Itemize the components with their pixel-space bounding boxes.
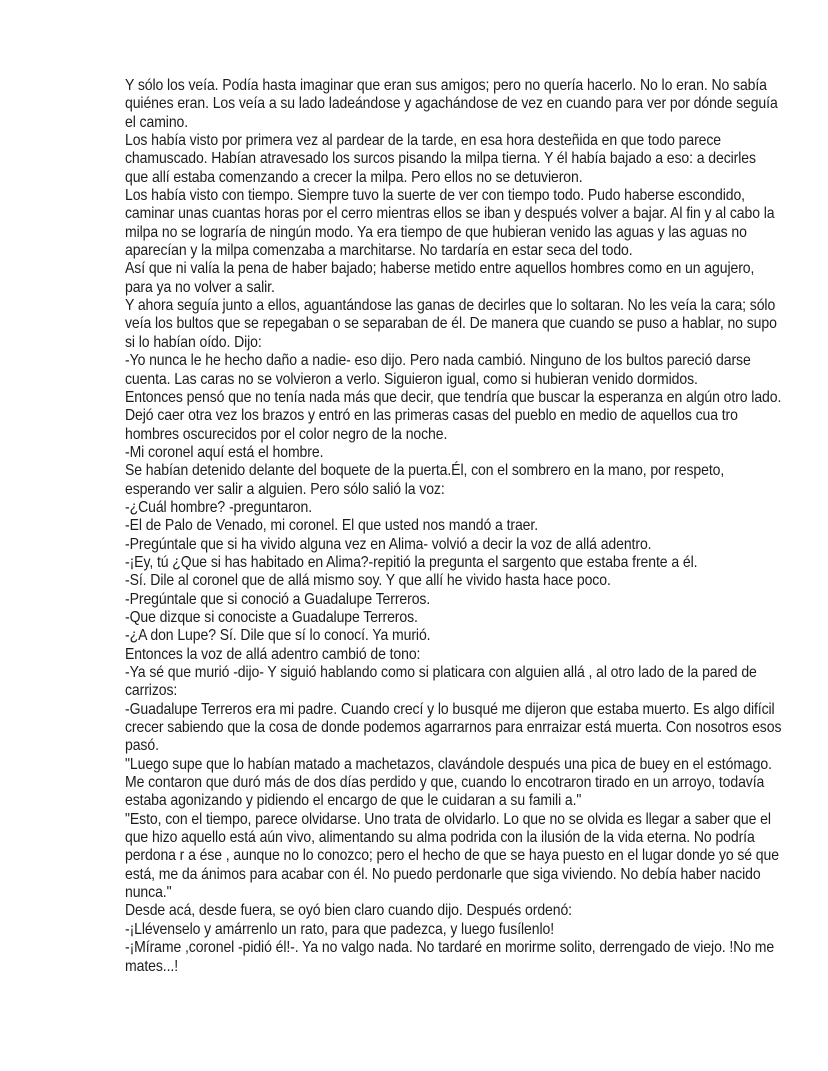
paragraph: Así que ni valía la pena de haber bajado; haberse metido entre aquellos hombres como en un agujero, para ya no volver a salir. <box>125 260 755 296</box>
paragraph: Desde acá, desde fuera, se oyó bien claro cuando dijo. Después ordenó: <box>125 902 573 920</box>
paragraph: Los había visto por primera vez al pardear de la tarde, en esa hora desteñida en que todo parece chamuscado. Habían atravesado los surcos pisando la milpa tierna. Y él había bajado a eso: a decirles que allí estaba comenzando a crecer la milpa. Pero ellos no se detuvieron. <box>125 132 756 186</box>
paragraph: -Que dizque si conociste a Guadalupe Terreros. <box>125 608 418 626</box>
paragraph: -Pregúntale que si conoció a Guadalupe Terreros. <box>125 590 431 608</box>
paragraph: "Luego supe que lo habían matado a machetazos, clavándole después una pica de buey en el estómago. Me contaron que duró más de dos días perdido y que, cuando lo encotraron tirado en un arroyo, todavía estaba agonizando y pidiendo el encargo de que le cuidaran a su famili a." <box>125 755 772 810</box>
paragraph: -Yo nunca le he hecho daño a nadie- eso dijo. Pero nada cambió. Ninguno de los bultos pareció darse cuenta. Las caras no se volvieron a verlo. Siguieron igual, como si hubieran venido dormidos. <box>125 352 751 388</box>
paragraph: -Guadalupe Terreros era mi padre. Cuando crecí y lo busqué me dijeron que estaba muerto. Es algo difícil crecer sabiendo que la cosa de donde podemos agarrarnos para enrraizar está muerta. Con nosotros esos pasó. <box>125 700 782 755</box>
paragraph: Se habían detenido delante del boquete de la puerta.Él, con el sombrero en la mano, por respeto, esperando ver salir a alguien. Pero sólo salió la voz: <box>125 462 725 498</box>
paragraph: -¡Mírame ,coronel -pidió él!-. Ya no valgo nada. No tardaré en morirme solito, derrengado de viejo. !No me mates...! <box>125 939 775 975</box>
paragraph: -Ya sé que murió -dijo- Y siguió hablando como si platicara con alguien allá , al otro lado de la pared de carrizos: <box>125 664 757 700</box>
paragraph: Y ahora seguía junto a ellos, aguantándose las ganas de decirles que lo soltaran. No les veía la cara; sólo veía los bultos que se repegaban o se separaban de él. De manera que cuando se puso a hablar, no supo si lo habían oído. Dijo: <box>125 297 777 351</box>
paragraph: -¿Cuál hombre? -preguntaron. <box>125 498 313 516</box>
paragraph: -Sí. Dile al coronel que de allá mismo soy. Y que allí he vivido hasta hace poco. <box>125 572 611 590</box>
paragraph: Entonces pensó que no tenía nada más que decir, que tendría que buscar la esperanza en algún otro lado. Dejó caer otra vez los brazos y entró en las primeras casas del pueblo en medio de aquellos cua tro hombres oscurecidos por el color negro de la noche. <box>125 388 782 443</box>
paragraph: -Mi coronel aquí está el hombre. <box>125 443 324 461</box>
paragraph: -¡Llévenselo y amárrenlo un rato, para que padezca, y luego fusílenlo! <box>125 920 555 938</box>
paragraph: -Pregúntale que si ha vivido alguna vez en Alima- volvió a decir la voz de allá adentro. <box>125 535 652 553</box>
paragraph: Los había visto con tiempo. Siempre tuvo la suerte de ver con tiempo todo. Pudo haberse escondido, caminar unas cuantas horas por el cerro mientras ellos se iban y después volver a bajar. Al fin y al cabo la milpa no se lograría de ningún modo. Ya era tiempo de que hubieran venido las aguas y las aguas no aparecían y la milpa comenzaba a marchitarse. No tardaría en estar seca del todo. <box>125 187 775 260</box>
paragraph: "Esto, con el tiempo, parece olvidarse. Uno trata de olvidarlo. Lo que no se olvida es llegar a saber que el que hizo aquello está aún vivo, alimentando su alma podrida con la ilusión de la vida eterna. No podría perdona r a ése , aunque no lo conozco; pero el hecho de que se haya puesto en el lugar donde yo sé que está, me da ánimos para acabar con él. No puedo perdonarle que siga viviendo. No debía haber nacido nunca." <box>125 810 779 902</box>
paragraph: -El de Palo de Venado, mi coronel. El que usted nos mandó a traer. <box>125 517 539 535</box>
paragraph: Y sólo los veía. Podía hasta imaginar que eran sus amigos; pero no quería hacerlo. No lo eran. No sabía quiénes eran. Los veía a su lado ladeándose y agachándose de vez en cuando para ver por dónde seguía el camino. <box>125 77 778 131</box>
paragraph: -¡Ey, tú ¿Que si has habitado en Alima?-repitió la pregunta el sargento que estaba frente a él. <box>125 553 698 571</box>
document-page <box>125 77 782 976</box>
paragraph: -¿A don Lupe? Sí. Dile que sí lo conocí. Ya murió. <box>125 627 431 645</box>
paragraph: Entonces la voz de allá adentro cambió de tono: <box>125 645 421 663</box>
